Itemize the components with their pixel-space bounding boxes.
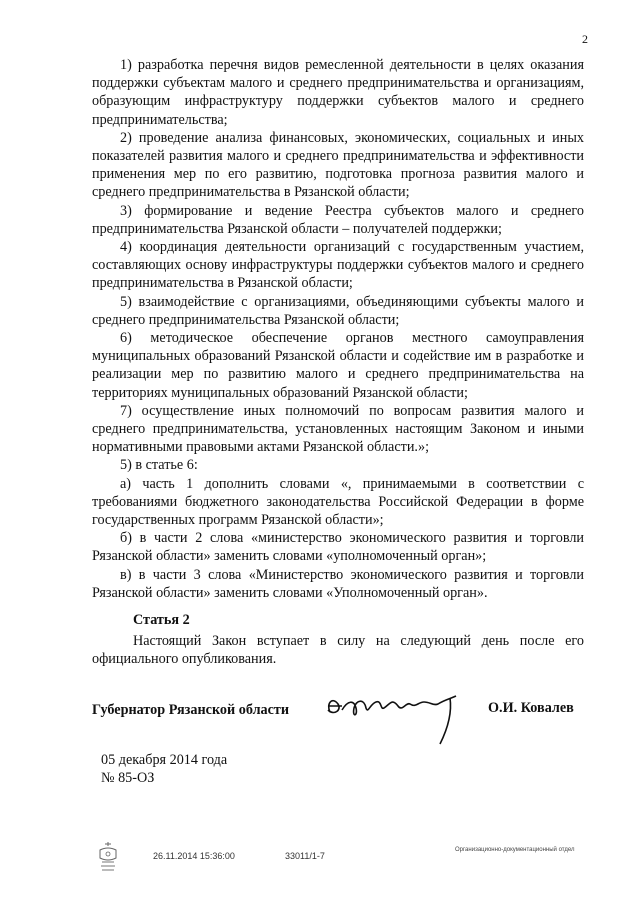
law-date: 05 декабря 2014 года	[101, 752, 228, 768]
article-2-heading: Статья 2	[133, 612, 190, 628]
paragraph-4: 4) координация деятельности организаций с государственным участием, составляющих основу инфраструктуры поддержки субъектов малого и среднего предпринимательства в Рязанской области;	[92, 239, 584, 292]
paragraph-6: 6) методическое обеспечение органов местного самоуправления муниципальных образований Рязанской области и содействие им в разработке и реализации мер по развитию малого и среднего предпринимательства на территориях муниципальных образований Рязанской области;	[92, 330, 584, 401]
paragraph-c: в) в части 3 слова «Министерство экономического развития и торговли Рязанской области» заменить словами «Уполномоченный орган».	[92, 566, 584, 601]
paragraph-article-6-intro: 5) в статье 6:	[120, 457, 198, 474]
document-body	[92, 56, 584, 602]
paragraph-1: 1) разработка перечня видов ремесленной деятельности в целях оказания поддержки субъектам малого и среднего предпринимательства и организациям, образующим инфраструктуру поддержки субъектов малого и среднего предпринимательства;	[92, 57, 584, 128]
footer-timestamp: 26.11.2014 15:36:00	[153, 851, 235, 861]
signatory-title: Губернатор Рязанской области	[92, 702, 290, 718]
paragraph-3: 3) формирование и ведение Реестра субъектов малого и среднего предпринимательства Рязанской области – получателей поддержки;	[92, 202, 584, 237]
page-number: 2	[582, 32, 588, 46]
handwritten-signature	[318, 686, 478, 756]
emblem-seal-icon	[94, 840, 122, 876]
article-2-text: Настоящий Закон вступает в силу на следующий день после его официального опубликования.	[92, 633, 584, 668]
footer-doc-code: 33011/1-7	[285, 851, 325, 861]
law-number: № 85-ОЗ	[101, 770, 155, 786]
paragraph-2: 2) проведение анализа финансовых, экономических, социальных и иных показателей развития малого и среднего предпринимательства и эффективности применения мер по его развитию, подготовка прогноза развития малого и среднего предпринимательства в Рязанской области;	[92, 129, 584, 201]
signatory-name: О.И. Ковалев	[488, 700, 574, 716]
paragraph-a: а) часть 1 дополнить словами «, принимаемыми в соответствии с требованиями бюджетного законодательства Российской Федерации в форме государственных программ Рязанской области»;	[92, 475, 584, 529]
footer-department: Организационно-документационный отдел	[455, 847, 575, 853]
paragraph-7: 7) осуществление иных полномочий по вопросам развития малого и среднего предпринимательства, установленных настоящим Законом и иными нормативными правовыми актами Рязанской области.»;	[92, 402, 584, 456]
paragraph-b: б) в части 2 слова «министерство экономического развития и торговли Рязанской области» заменить словами «уполномоченный орган»;	[92, 530, 584, 565]
paragraph-5: 5) взаимодействие с организациями, объединяющими субъекты малого и среднего предпринимательства Рязанской области;	[92, 293, 584, 328]
